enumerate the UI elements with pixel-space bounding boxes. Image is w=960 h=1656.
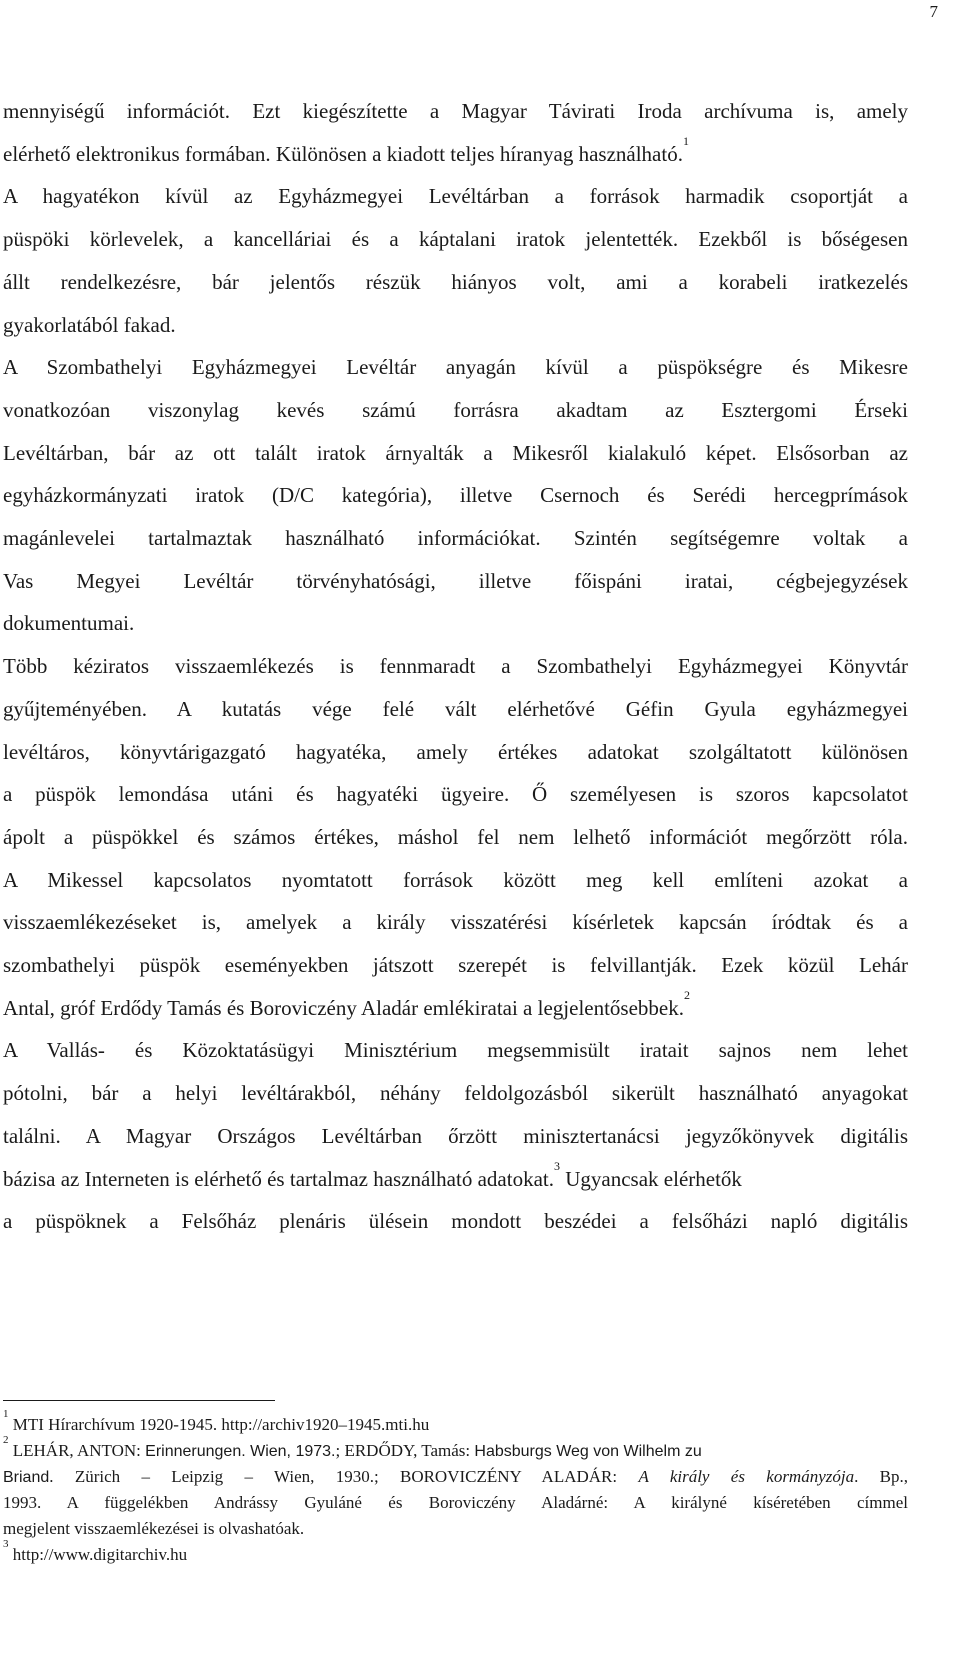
text-line-content: a püspöknek a Felsőház plenáris ülésein mondott beszédei a felsőházi napló digitális xyxy=(3,1209,908,1234)
footnote-2-place-3: . Zürich – Leipzig – Wien, 1930.; BOROVICZÉNY ALADÁR: xyxy=(49,1467,639,1486)
text-line xyxy=(3,1206,908,1236)
text-line xyxy=(3,694,908,724)
footnote-2-title-2-end: Briand xyxy=(3,1469,50,1486)
text-line-content: vonatkozóan viszonylag kevés számú forrásra akadtam az Esztergomi Érseki xyxy=(3,397,908,422)
footnote-2-title-2: Habsburgs Weg von Wilhelm zu xyxy=(474,1443,702,1460)
text-line-content: Vas Megyei Levéltár törvényhatósági, illetve főispáni iratai, cégbejegyzések xyxy=(3,568,908,593)
footnote-3 xyxy=(3,1538,908,1566)
text-line-content: pótolni, bár a helyi levéltárakból, néhány feldolgozásból sikerült használható anyagokat xyxy=(3,1081,908,1106)
text-line-content: A Vallás- és Közoktatásügyi Minisztérium megsemmisült iratait sajnos nem lehet xyxy=(3,1038,908,1063)
text-line-content: A Mikessel kapcsolatos nyomtatott források között meg kell említeni azokat a xyxy=(3,867,908,892)
text-line-content: egyházkormányzati iratok (D/C kategória), illetve Csernoch és Serédi hercegprímások xyxy=(3,483,908,508)
text-line xyxy=(3,523,908,553)
text-line-content: állt rendelkezésre, bár jelentős részük hiányos volt, ami a korabeli iratkezelés xyxy=(3,269,908,294)
text-line xyxy=(3,352,908,382)
text-line-content: Antal, gróf Erdődy Tamás és Boroviczény Aladár emlékiratai a legjelentősebbek. xyxy=(3,995,684,1020)
text-line-content: A hagyatékon kívül az Egyházmegyei Levéltárban a források harmadik csoportját a xyxy=(3,184,908,209)
text-line xyxy=(3,1035,908,1065)
text-line-content: találni. A Magyar Országos Levéltárban őrzött minisztertanácsi jegyzőkönyvek digitális xyxy=(3,1123,908,1148)
text-line-content: elérhető elektronikus formában. Különösen a kiadott teljes híranyag használható. xyxy=(3,141,683,166)
footnote-2-line-4: megjelent visszaemlékezései is olvashatóak. xyxy=(3,1519,305,1538)
footnote-2-author-1: LEHÁR, ANTON: xyxy=(8,1441,146,1460)
footnote-2-number: 2 xyxy=(3,1434,9,1447)
text-line xyxy=(3,267,908,297)
footnote-reference: 3 xyxy=(553,1158,560,1173)
text-line xyxy=(3,480,908,510)
text-line xyxy=(3,1158,908,1194)
footnote-2-line-3: 1993. A függelékben Andrássy Gyuláné és Boroviczény Aladárné: A királyné kíséretében címmel xyxy=(3,1493,908,1512)
text-line-content: gyűjteményében. A kutatás vége felé vált elérhetővé Géfin Gyula egyházmegyei xyxy=(3,696,908,721)
text-line xyxy=(3,224,908,254)
footnote-1-number: 1 xyxy=(3,1408,9,1421)
text-line xyxy=(3,96,908,126)
footnote-2-title-1: Erinnerungen. Wien, 1973. xyxy=(145,1443,336,1460)
text-line xyxy=(3,987,908,1023)
text-line xyxy=(3,822,908,852)
text-line-content: bázisa az Interneten is elérhető és tartalmaz használható adatokat. xyxy=(3,1166,554,1191)
text-line xyxy=(3,438,908,468)
text-line xyxy=(3,907,908,937)
text-line-content: A Szombathelyi Egyházmegyei Levéltár anyagán kívül a püspökségre és Mikesre xyxy=(3,355,908,380)
text-line-content: Több kéziratos visszaemlékezés is fennmaradt a Szombathelyi Egyházmegyei Könyvtár xyxy=(3,654,908,679)
text-line-content: ápolt a püspökkel és számos értékes, máshol fel nem lelhető információt megőrzött róla. xyxy=(3,824,908,849)
footnote-rule xyxy=(3,1400,275,1401)
footnote-2-line-1 xyxy=(3,1434,908,1462)
text-line xyxy=(3,737,908,767)
text-line xyxy=(3,651,908,681)
footnote-2-title-3: A király és kormányzója xyxy=(638,1467,855,1486)
footnote-reference: 2 xyxy=(684,987,690,1002)
text-line xyxy=(3,133,908,169)
text-line-content: dokumentumai. xyxy=(3,611,135,636)
text-line xyxy=(3,310,908,340)
footnote-2-line-2 xyxy=(3,1466,908,1488)
page-number: 7 xyxy=(929,2,938,21)
text-line-content: szombathelyi püspök eseményekben játszott szerepét is felvillantják. Ezek közül Lehár xyxy=(3,953,908,977)
text-line xyxy=(3,608,908,638)
text-line xyxy=(3,865,908,895)
text-line-content: mennyiségű információt. Ezt kiegészítette a Magyar Távirati Iroda archívuma is, amely xyxy=(3,99,908,123)
text-line-continuation: Ugyancsak elérhetők xyxy=(559,1166,742,1191)
text-line-content: Levéltárban, bár az ott talált iratok árnyalták a Mikesről kialakuló képet. Elsősorban az xyxy=(3,440,908,465)
text-line xyxy=(3,566,908,596)
text-line-content: magánlevelei tartalmaztak használható információkat. Szintén segítségemre voltak a xyxy=(3,526,908,550)
footnote-1-text: MTI Hírarchívum 1920-1945. http://archiv1920–1945.mti.hu xyxy=(8,1415,430,1434)
text-line xyxy=(3,395,908,425)
text-line-content: a püspök lemondása utáni és hagyatéki ügyeire. Ő személyesen is szoros kapcsolatot xyxy=(3,782,908,807)
footnote-2-author-2: ; ERDŐDY, Tamás: xyxy=(335,1441,475,1460)
footnote-3-number: 3 xyxy=(3,1538,9,1551)
text-line xyxy=(3,950,908,980)
footnote-3-text: http://www.digitarchiv.hu xyxy=(8,1545,188,1564)
text-line xyxy=(3,779,908,809)
footnote-1 xyxy=(3,1408,908,1436)
text-line-content: püspöki körlevelek, a kancelláriai és a káptalani iratok jelentették. Ezekből is bőségesen xyxy=(3,227,908,252)
text-line xyxy=(3,1078,908,1108)
text-line-content: visszaemlékezéseket is, amelyek a király visszatérési kísérletek kapcsán íródtak és a xyxy=(3,910,908,935)
text-line xyxy=(3,181,908,211)
text-line xyxy=(3,1121,908,1151)
text-line-content: gyakorlatából fakad. xyxy=(3,312,176,337)
footnote-2-place-4: . Bp., xyxy=(854,1467,908,1486)
footnote-reference: 1 xyxy=(682,133,689,148)
text-line-content: levéltáros, könyvtárigazgató hagyatéka, amely értékes adatokat szolgáltatott különösen xyxy=(3,739,908,764)
